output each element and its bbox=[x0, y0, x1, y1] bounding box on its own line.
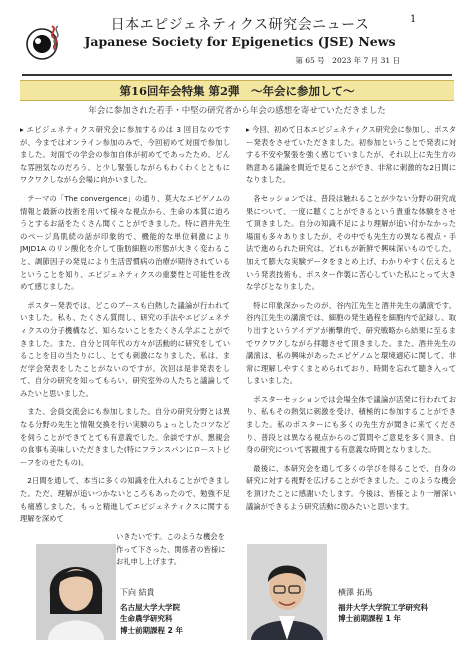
author-name: 下向 結貴 bbox=[120, 588, 155, 597]
feature-title: 第16回年会特集 第2弾 〜年会に参加して〜 bbox=[119, 83, 355, 98]
lead-text: 年会に参加された若手・中堅の研究者から年会の感想を寄せていただきました bbox=[88, 106, 386, 116]
newsletter-title-jp: 日本エピジェネティクス研究会ニュース bbox=[110, 17, 370, 33]
newsletter-title-en: Japanese Society for Epigenetics (JSE) News bbox=[84, 34, 396, 49]
paragraph: ポスター発表では、どこのブースも白熱した議論が行われていました。私も、たくさん質問し、研究の手法やエピジェネティクスの分子機構など、知らないことをたくさん学ぶことができました。また、自分と同年代の方々が活動的に研究をしていることを目の当たりにし、とても刺激になりました。私は、まだ学会発表をしたことがないのですが、次回は是非発表をして、自分の研究を知ってもらい、研究室外の人たちと議論してみたいと思いました。 bbox=[20, 300, 230, 398]
author-caption-right bbox=[338, 587, 428, 625]
paragraph: ▸ 今回、初めて日本エピジェネティクス研究会に参加し、ポスター発表をさせていただきました。初参加ということで発表に対する不安や緊張を強く感じていましたが、それ以上に先生方の熱意ある議論を間近で見ることができ、非常に刺激的な2日間になりました。 bbox=[246, 125, 456, 185]
author-photo-right bbox=[247, 544, 327, 640]
author-department: 生命農学研究科 bbox=[120, 614, 173, 623]
paragraph: また、会員交流会にも参加しました。自分の研究分野とは異なる分野の先生と情報交換を行い実験のちょっとしたコツなどを伺うことができてとても有意義でした。余談ですが、懇親会の食事も美味しいただきました(特にフランスパンにローストビーフをのせたもの)。 bbox=[20, 407, 230, 467]
author-position: 博士前期課程 2 年 bbox=[120, 625, 183, 635]
paragraph: テーマの「The convergence」の通り、莫大なエピゲノムの情報と最新の技術を用いて様々な視点から、生命の本質に迫ろうとするお話をたくさん聞くことができました。特に酒井先生のページ鳥肌続の話が印象的で、機能的な単位刺激によりJMJD1A のリン酸化を介して脂肪細胞の形態が大きく変わること、調節因子の発見により生活習慣病の治療が期待されているということを知り、エピジェネティクスの重要性と可能性を改めて感じました。 bbox=[20, 193, 230, 292]
author-position: 博士前期課程 1 年 bbox=[338, 614, 401, 623]
paragraph-tail: いきたいです。このような機会を作って下さった、関係者の皆様にお礼申し上げます。 bbox=[116, 532, 226, 567]
author-affiliation: 福井大学大学院工学研究科 bbox=[338, 602, 428, 612]
feature-banner bbox=[20, 80, 454, 101]
page-number: 1 bbox=[410, 14, 417, 25]
jse-logo bbox=[22, 20, 66, 64]
paragraph: ▸ エピジェネティクス研究会に参加するのは 3 回目なのですが、今まではオンライン参加のみで、今回初めて対面で参加しました。対面での学会の参加自体が初めてであったため、どんな雰囲気なのだろう、と少し緊張しながらもわくわくとともにワクワクしながら会場に向かいました。 bbox=[20, 125, 230, 185]
author-affiliation: 名古屋大学大学院 bbox=[120, 602, 180, 612]
author-name: 横澤 拓馬 bbox=[338, 588, 373, 597]
paragraph: 最後に、本研究会を通して多くの学びを得ることで、自身の研究に対する視野を広げることができました。このような機会を頂けたことに感謝いたします。今後は、皆様とより一層深い議論ができるよう研究活動に励みたいと思います。 bbox=[246, 463, 456, 511]
paragraph: 各セッションでは、普段は触れることが少ない分野の研究成果について、一度に聴くことができるという貴重な体験をさせて頂きました。自分の知識不足により理解が追い付かなかった場面も多々ありましたが、その中でも先生方の異なる視点・手法で進められた研究は、どれもが新鮮で興味深いものでした。加えて膨大な実験データをまとめ上げ、わかりやすく伝えるという発表技術も、ポスター作製に苦心していた私にとって大きな学びとなりました。 bbox=[246, 193, 456, 292]
paragraph: ポスターセッションでは会場全体で議論が活発に行われており、私もその熱気に刺激を受け、積極的に参加することができました。私のポスターにも多くの先生方が聞きに来てくださり、普段とは異なる視点からのご質問やご意見を多く頂き、自身の研究について客観視する有意義な時間となりました。 bbox=[246, 394, 456, 455]
issue-date: 第 65 号 2023 年 7 月 31 日 bbox=[295, 56, 400, 65]
paragraph: 2日間を通して、本当に多くの知識を仕入れることができました。ただ、理解が追いつかないところもあったので、勉強不足も痛感しました。もっと精進してエピジェネティクスに関する理解を深めて bbox=[20, 476, 230, 524]
paragraph: 特に印象深かったのが、谷内江先生と酒井先生の講演です。谷内江先生の講演では、細胞の発生過程を細胞内で記録し、取り出すというアイデアが衝撃的で、研究戦略から結果に至るまでワクワクしながら拝聴させて頂きました。また、酒井先生の講演は、私の興味があったエピゲノムと環境適応に関して、非常に理解しやすくまとめられており、時間を忘れて聴き入ってしまいました。 bbox=[246, 300, 456, 386]
author-photo-left bbox=[36, 544, 116, 640]
header-divider bbox=[22, 74, 452, 76]
article-left bbox=[20, 124, 230, 528]
author-caption-left bbox=[120, 587, 183, 636]
article-right bbox=[246, 124, 456, 534]
